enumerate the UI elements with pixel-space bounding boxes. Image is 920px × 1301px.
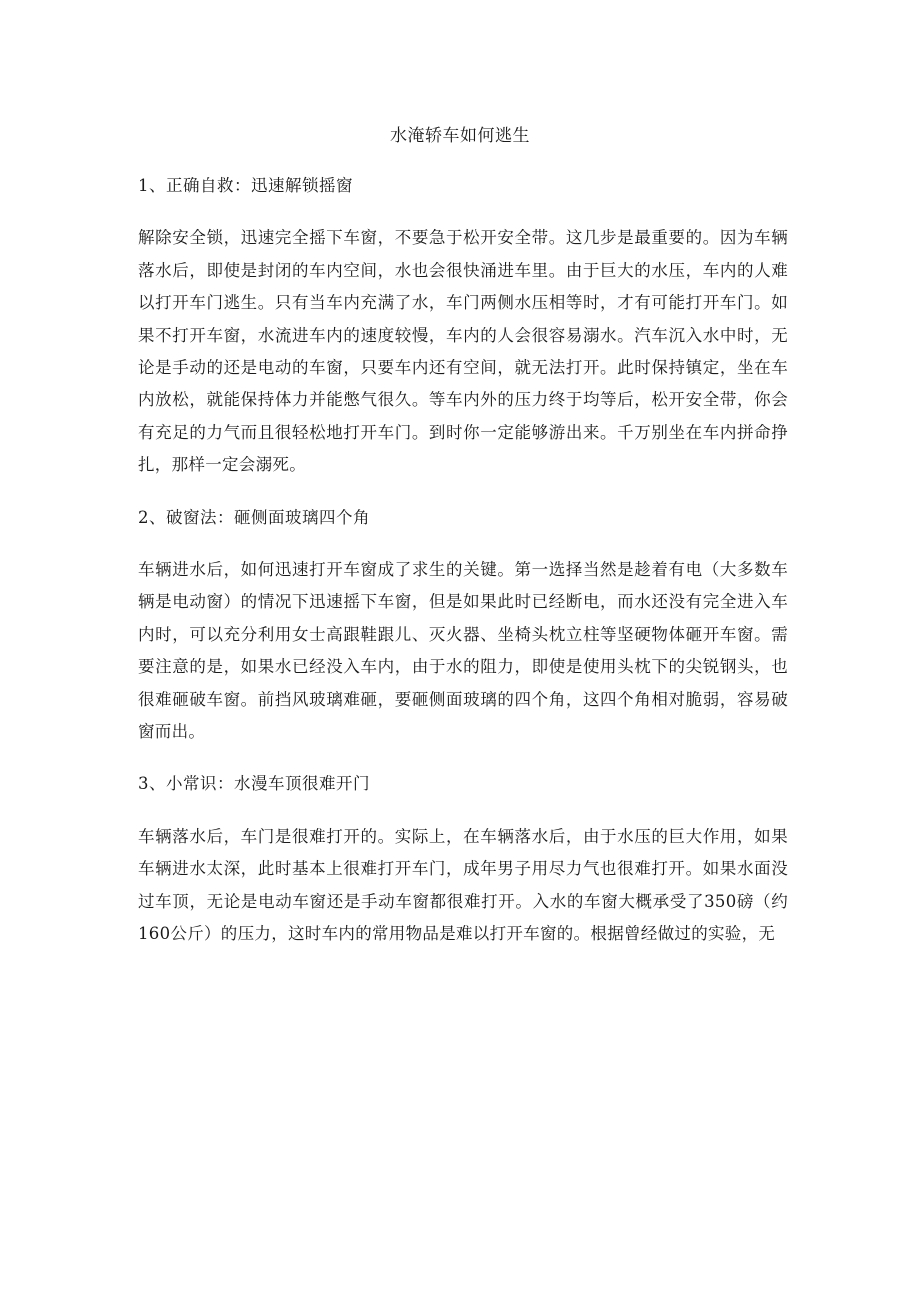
- section-paragraph-1: 解除安全锁，迅速完全摇下车窗，不要急于松开安全带。这几步是最重要的。因为车辆落水后，即使是封闭的车内空间，水也会很快涌进车里。由于巨大的水压，车内的人难以打开车门逃生。只有当车内充满了水，车门两侧水压相等时，才有可能打开车门。如果不打开车窗，水流进车内的速度较慢，车内的人会很容易溺水。汽车沉入水中时，无论是手动的还是电动的车窗，只要车内还有空间，就无法打开。此时保持镇定，坐在车内放松，就能保持体力并能憋气很久。等车内外的压力终于均等后，松开安全带，你会有充足的力气而且很轻松地打开车门。到时你一定能够游出来。千万别坐在车内拼命挣扎，那样一定会溺死。: [138, 228, 788, 475]
- document-body: [138, 170, 788, 970]
- section-heading-1: 1、正确自救：迅速解锁摇窗: [138, 176, 353, 195]
- section-heading-3: 3、小常识：水漫车顶很难开门: [138, 774, 370, 794]
- section-heading-2: 2、破窗法：砸侧面玻璃四个角: [138, 507, 370, 527]
- section-paragraph-2: 车辆进水后，如何迅速打开车窗成了求生的关键。第一选择当然是趁着有电（大多数车辆是电动窗）的情况下迅速摇下车窗，但是如果此时已经断电，而水还没有完全进入车内时，可以充分利用女士高跟鞋跟儿、灭火器、坐椅头枕立柱等坚硬物体砸开车窗。需要注意的是，如果水已经没入车内，由于水的阻力，即使是使用头枕下的尖锐钢头，也很难砸破车窗。前挡风玻璃难砸，要砸侧面玻璃的四个角，这四个角相对脆弱，容易破窗而出。: [138, 560, 788, 742]
- document-title: 水淹轿车如何逃生: [390, 126, 530, 146]
- section-paragraph-3: 车辆落水后，车门是很难打开的。实际上，在车辆落水后，由于水压的巨大作用，如果车辆进水太深，此时基本上很难打开车门，成年男子用尽力气也很难打开。如果水面没过车顶，无论是电动车窗还是手动车窗都很难打开。入水的车窗大概承受了350磅（约160公斤）的压力，这时车内的常用物品是难以打开车窗的。根据曾经做过的实验，无: [138, 826, 788, 944]
